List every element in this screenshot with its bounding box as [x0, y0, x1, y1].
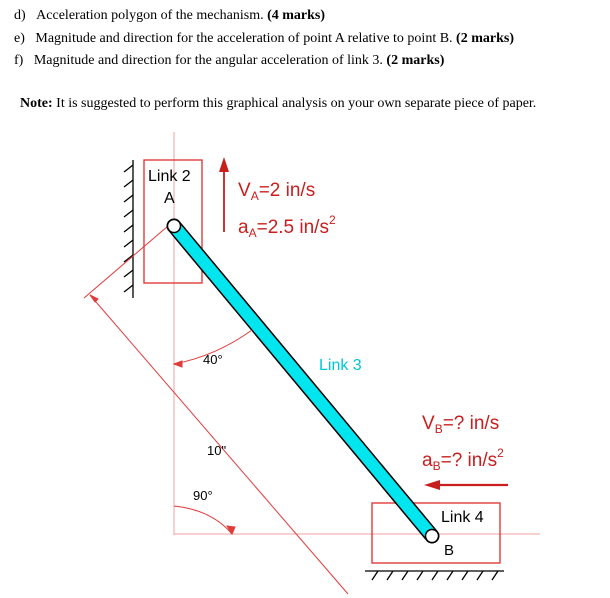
va-arrow-icon	[219, 157, 229, 232]
pin-a	[168, 220, 181, 233]
ab-label: $a_B=$? $in/s^2$	[422, 446, 504, 473]
vb-label: $V_B=$? in/s	[422, 413, 500, 436]
question-d: d) Acceleration polygon of the mechanism. (4 marks)	[14, 8, 326, 23]
ab-arrow-icon	[424, 480, 508, 490]
left-wall-ground	[124, 160, 133, 298]
point-b-label: B	[444, 542, 455, 559]
bottom-ground	[365, 571, 504, 580]
link3-bar	[174, 226, 432, 536]
link2-label: Link 2	[148, 168, 191, 185]
va-label: $V_A=2$ in/s	[238, 180, 316, 203]
angle-90-label: 90°	[193, 488, 213, 503]
question-f: f) Magnitude and direction for the angular acceleration of link 3. (2 marks)	[14, 53, 445, 68]
angle-90-arc	[174, 506, 235, 534]
length-10-label: 10"	[207, 443, 227, 458]
link3-label: Link 3	[319, 357, 362, 374]
note: Note: It is suggested to perform this graphical analysis on your own separate piece of paper.	[20, 96, 537, 111]
link4-label: Link 4	[441, 509, 484, 526]
point-a-label: A	[164, 190, 175, 207]
pin-b	[426, 530, 439, 543]
aa-label: $a_A=2.5$ $in/s^2$	[238, 213, 336, 240]
question-e: e) Magnitude and direction for the acceleration of point A relative to point B. (2 marks)	[14, 31, 514, 46]
angle-40-label: 40°	[203, 352, 223, 367]
